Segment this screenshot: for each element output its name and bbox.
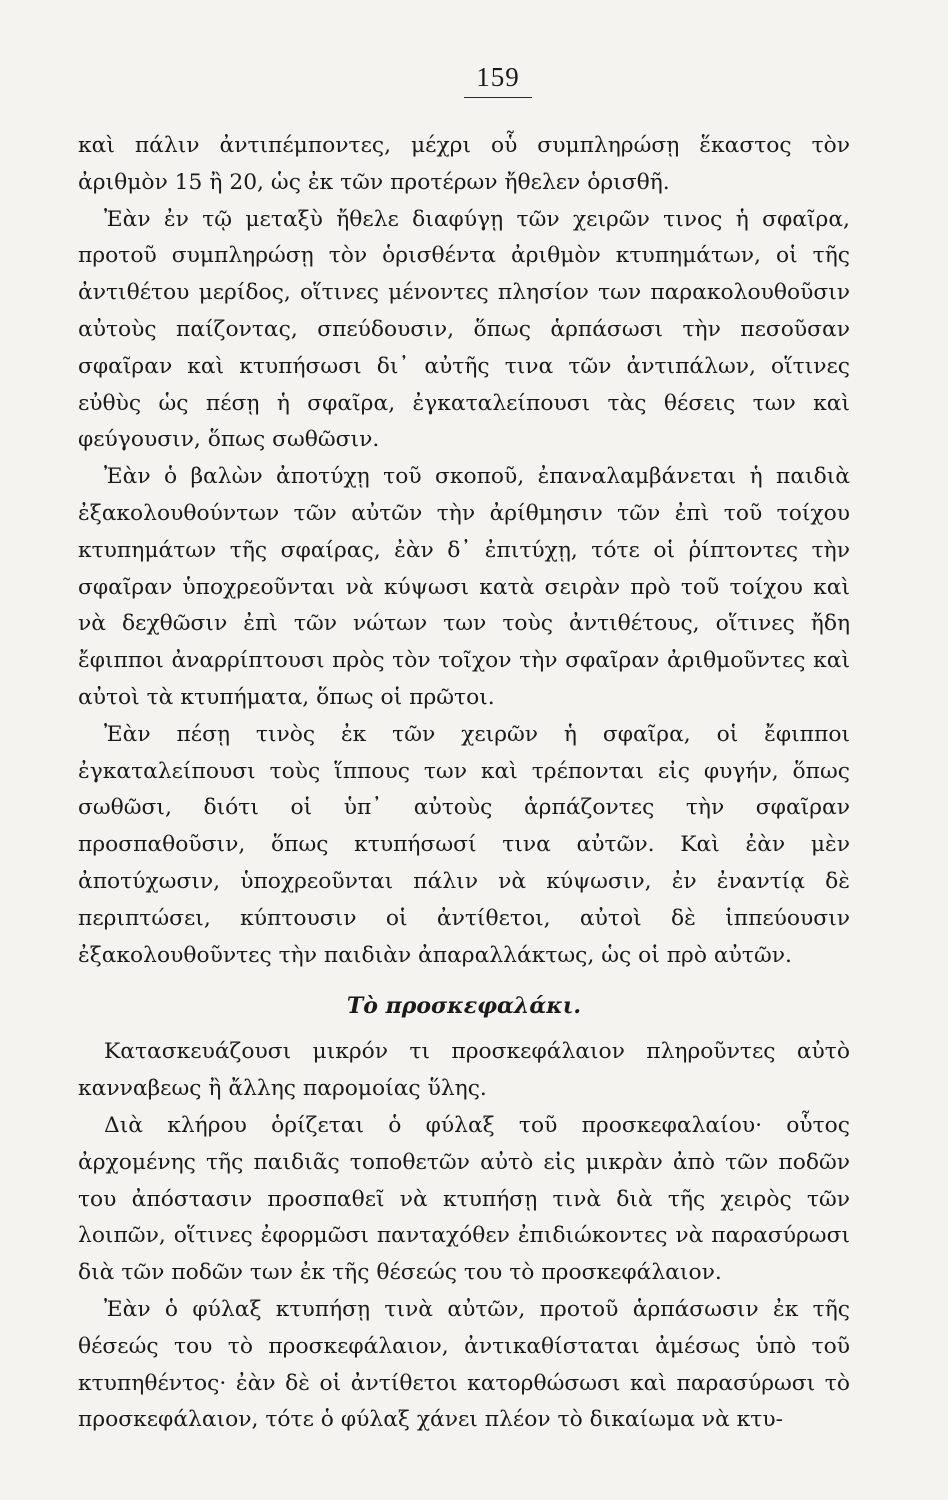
page-body [78,128,850,1439]
paragraph-guard-chosen: Διὰ κλήρου ὁρίζεται ὁ φύλαξ τοῦ προσκεφαλαίου· οὗτος ἀρχομένης τῆς παιδιᾶς τοποθετῶν αὐτὸ εἰς μικρὰν ἀπὸ τῶν ποδῶν του ἀπόστασιν προσπαθεῖ νὰ κτυπήσῃ τινὰ διὰ τῆς χειρὸς τῶν λοιπῶν, οἵτινες ἐφορμῶσι πανταχόθεν ἐπιδιώκοντες νὰ παρασύρωσι διὰ τῶν ποδῶν των ἐκ τῆς θέσεώς του τὸ προσκεφάλαιον. [78,1112,850,1286]
paragraph-continuation: καὶ πάλιν ἀντιπέμποντες, μέχρι οὗ συμπληρώσῃ ἕκαστος τὸν ἀριθμὸν 15 ἢ 20, ὡς ἐκ τῶν προτέρων ἤθελεν ὁρισθῆ. [78,133,850,195]
paragraph-riders-flee: Ἐὰν πέσῃ τινὸς ἐκ τῶν χειρῶν ἡ σφαῖρα, οἱ ἔφιπποι ἐγκαταλείπουσι τοὺς ἵππους των καὶ τρέπονται εἰς φυγήν, ὅπως σωθῶσι, διότι οἱ ὑπ᾿ αὐτοὺς ἁρπάζοντες τὴν σφαῖραν προσπαθοῦσιν, ὅπως κτυπήσωσί τινα αὐτῶν. Καὶ ἐὰν μὲν ἀποτύχωσιν, ὑποχρεοῦνται πάλιν νὰ κύψωσιν, ἐν ἐναντίᾳ δὲ περιπτώσει, κύπτουσιν οἱ ἀντίθετοι, αὐτοὶ δὲ ἱππεύουσιν ἐξακολουθοῦντες τὴν παιδιὰν ἀπαραλλάκτως, ὡς οἱ πρὸ αὐτῶν. [78,721,850,968]
page-number: 159 [464,62,532,98]
paragraph-ball-dropped: Ἐὰν ἐν τῷ μεταξὺ ἤθελε διαφύγῃ τῶν χειρῶν τινος ἡ σφαῖρα, προτοῦ συμπληρώσῃ τὸν ὁρισθέντα ἀριθμὸν κτυπημάτων, οἱ τῆς ἀντιθέτου μερίδος, οἵτινες μένοντες πλησίον των παρακολουθοῦσιν αὐτοὺς παίζοντας, σπεύδουσιν, ὅπως ἁρπάσωσι τὴν πεσοῦσαν σφαῖραν καὶ κτυπήσωσι δι᾿ αὐτῆς τινα τῶν ἀντιπάλων, οἵτινες εὐθὺς ὡς πέσῃ ἡ σφαῖρα, ἐγκαταλείπουσι τὰς θέσεις των καὶ φεύγουσιν, ὅπως σωθῶσιν. [78,206,850,453]
page-header [146,62,850,98]
book-page [78,62,850,1439]
paragraph-pillow-made: Κατασκευάζουσι μικρόν τι προσκεφάλαιον πληροῦντες αὐτὸ κανναβεως ἢ ἄλλης παρομοίας ὕλης. [78,1039,850,1102]
section-heading: Τὸ προσκεφαλάκι. [346,993,582,1020]
paragraph-guard-strikes: Ἐὰν ὁ φύλαξ κτυπήσῃ τινὰ αὐτῶν, προτοῦ ἁρπάσωσιν ἐκ τῆς θέσεώς του τὸ προσκεφάλαιον, ἀντικαθίσταται ἀμέσως ὑπὸ τοῦ κτυπηθέντος· ἐὰν δὲ οἱ ἀντίθετοι κατορθώσωσι καὶ παρασύρωσι τὸ προσκεφάλαιον, τότε ὁ φύλαξ χάνει πλέον τὸ δικαίωμα νὰ κτυ- [78,1296,850,1433]
paragraph-thrower-misses: Ἐὰν ὁ βαλὼν ἀποτύχῃ τοῦ σκοποῦ, ἐπαναλαμβάνεται ἡ παιδιὰ ἐξακολουθούντων τῶν αὐτῶν τὴν ἀρίθμησιν τῶν ἐπὶ τοῦ τοίχου κτυπημάτων τῆς σφαίρας, ἐὰν δ᾿ ἐπιτύχῃ, τότε οἱ ῥίπτοντες τὴν σφαῖραν ὑποχρεοῦνται νὰ κύψωσι κατὰ σειρὰν πρὸ τοῦ τοίχου καὶ νὰ δεχθῶσιν ἐπὶ τῶν νώτων των τοὺς ἀντιθέτους, οἵτινες ἤδη ἔφιπποι ἀναρρίπτουσι πρὸς τὸν τοῖχον τὴν σφαῖραν ἀριθμοῦντες καὶ αὐτοὶ τὰ κτυπήματα, ὅπως οἱ πρῶτοι. [78,464,850,710]
